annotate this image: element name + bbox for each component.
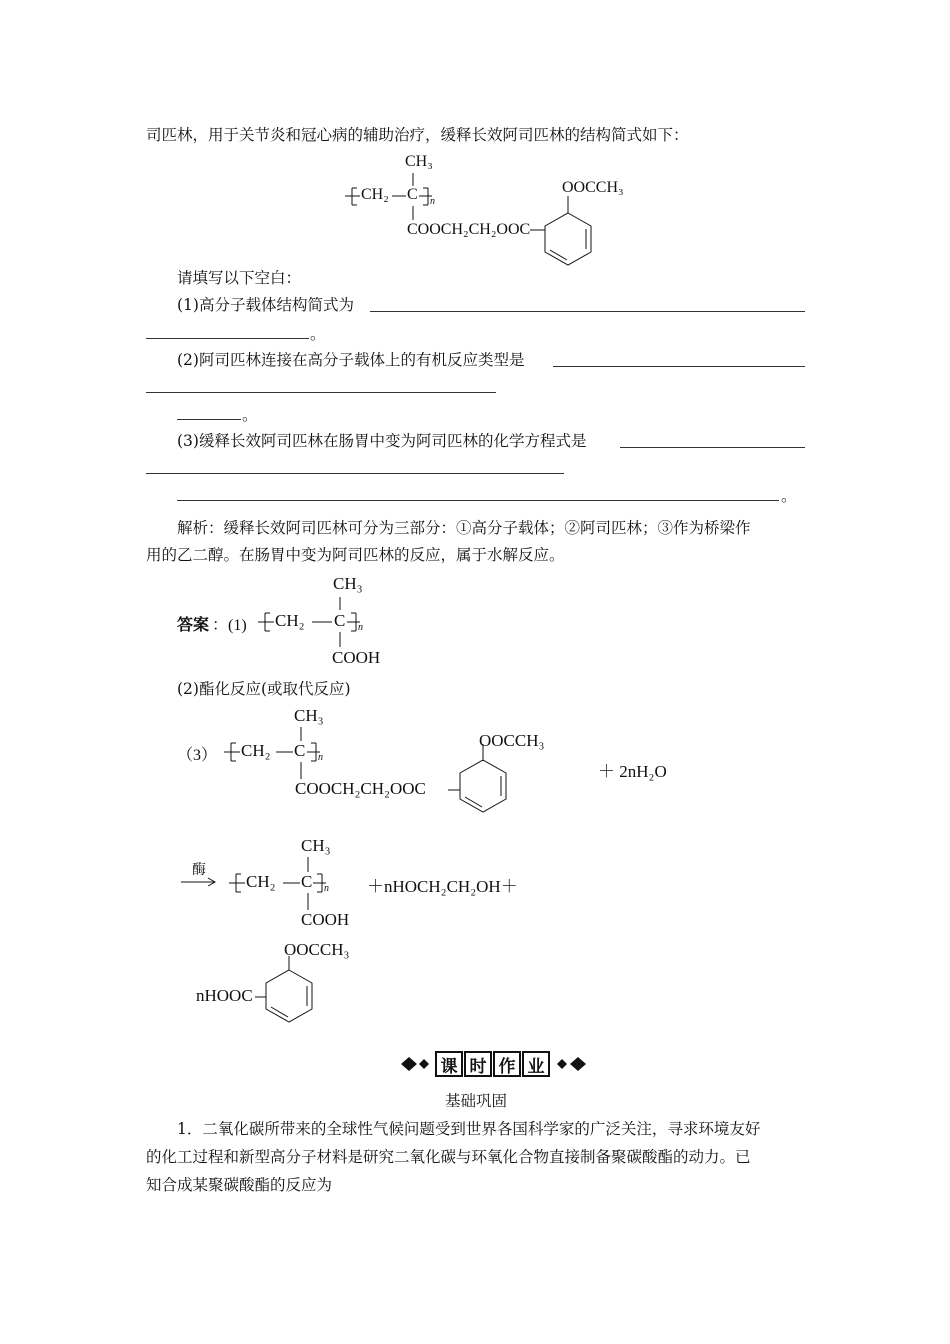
chem-label-ooc-ch3: OOCCH₃ [562, 179, 624, 196]
chem-label-ch3: CH₃ [405, 153, 433, 170]
question-1: (1)高分子载体结构简式为 [177, 296, 354, 314]
chem-label-c: C [407, 186, 418, 203]
chem-label-plus-glycol: ＋nHOCH₂CH₂OH＋ [367, 877, 518, 896]
chem-label-n: n [358, 622, 363, 633]
question-1-end: 。 [310, 325, 326, 343]
question-3: (3)缓释长效阿司匹林在肠胃中变为阿司匹林的化学方程式是 [177, 432, 587, 450]
chem-label-c: C [301, 872, 313, 891]
chem-label-n: n [318, 752, 323, 763]
banner-char-1: 课 [435, 1051, 463, 1077]
question-2-end: 。 [242, 406, 258, 424]
banner-char-4: 业 [522, 1051, 550, 1077]
chem-label-c: C [334, 611, 346, 630]
question-3-end: 。 [781, 487, 797, 505]
chem-label-ch2: CH₂ [361, 186, 389, 203]
chem-label-cooh: COOH [301, 910, 350, 929]
chem-label-ester-chain: COOCH₂CH₂OOC [407, 221, 531, 238]
chem-label-n: n [324, 883, 329, 894]
analysis-line-1: 解析：缓释长效阿司匹林可分为三部分：①高分子载体；②阿司匹林；③作为桥梁作 [177, 519, 751, 537]
problem-1-line-3: 知合成某聚碳酸酯的反应为 [146, 1176, 333, 1194]
problem-1-line-1: 1．二氧化碳所带来的全球性气候问题受到世界各国科学家的广泛关注，寻求环境友好 [177, 1120, 761, 1138]
chem-label-ch3: CH₃ [301, 836, 331, 855]
chem-label-ester-chain: COOCH₂CH₂OOC [295, 779, 426, 798]
enzyme-label: 酶 [192, 862, 206, 878]
chem-label-cooh: COOH [332, 648, 381, 667]
chem-label-ch3: CH₃ [294, 706, 324, 725]
chem-label-ch2: CH₂ [246, 872, 276, 891]
analysis-line-2: 用的乙二醇。在肠胃中变为阿司匹林的反应，属于水解反应。 [146, 546, 565, 564]
chem-label-n: n [430, 196, 435, 207]
chem-label-ch2: CH₂ [241, 741, 271, 760]
section-heading: 基础巩固 [445, 1092, 508, 1110]
answer-1-prefix: ：(1) [212, 617, 247, 634]
chem-label-ooc-ch3: OOCCH₃ [284, 940, 350, 959]
chem-label-plus-water: ＋ 2nH₂O [598, 762, 667, 781]
banner-char-3: 作 [493, 1051, 521, 1077]
chem-label-ooc-ch3: OOCCH₃ [479, 731, 545, 750]
problem-1-line-2: 的化工过程和新型高分子材料是研究二氧化碳与环氧化合物直接制备聚碳酸酯的动力。已 [146, 1148, 751, 1166]
question-2: (2)阿司匹林连接在高分子载体上的有机反应类型是 [177, 351, 525, 369]
fill-prompt: 请填写以下空白： [177, 269, 302, 287]
chem-label-c: C [294, 741, 306, 760]
chem-label-n-hooc: nHOOC [196, 986, 253, 1005]
banner-char-2: 时 [464, 1051, 492, 1077]
answer-label: 答案 [177, 615, 210, 634]
chem-label-ch3: CH₃ [333, 574, 363, 593]
chem-label-ch2: CH₂ [275, 611, 305, 630]
intro-text: 司匹林，用于关节炎和冠心病的辅助治疗，缓释长效阿司匹林的结构简式如下： [146, 126, 689, 144]
answer-3-prefix: （3） [177, 747, 218, 764]
answer-2: (2)酯化反应(或取代反应) [177, 680, 351, 698]
